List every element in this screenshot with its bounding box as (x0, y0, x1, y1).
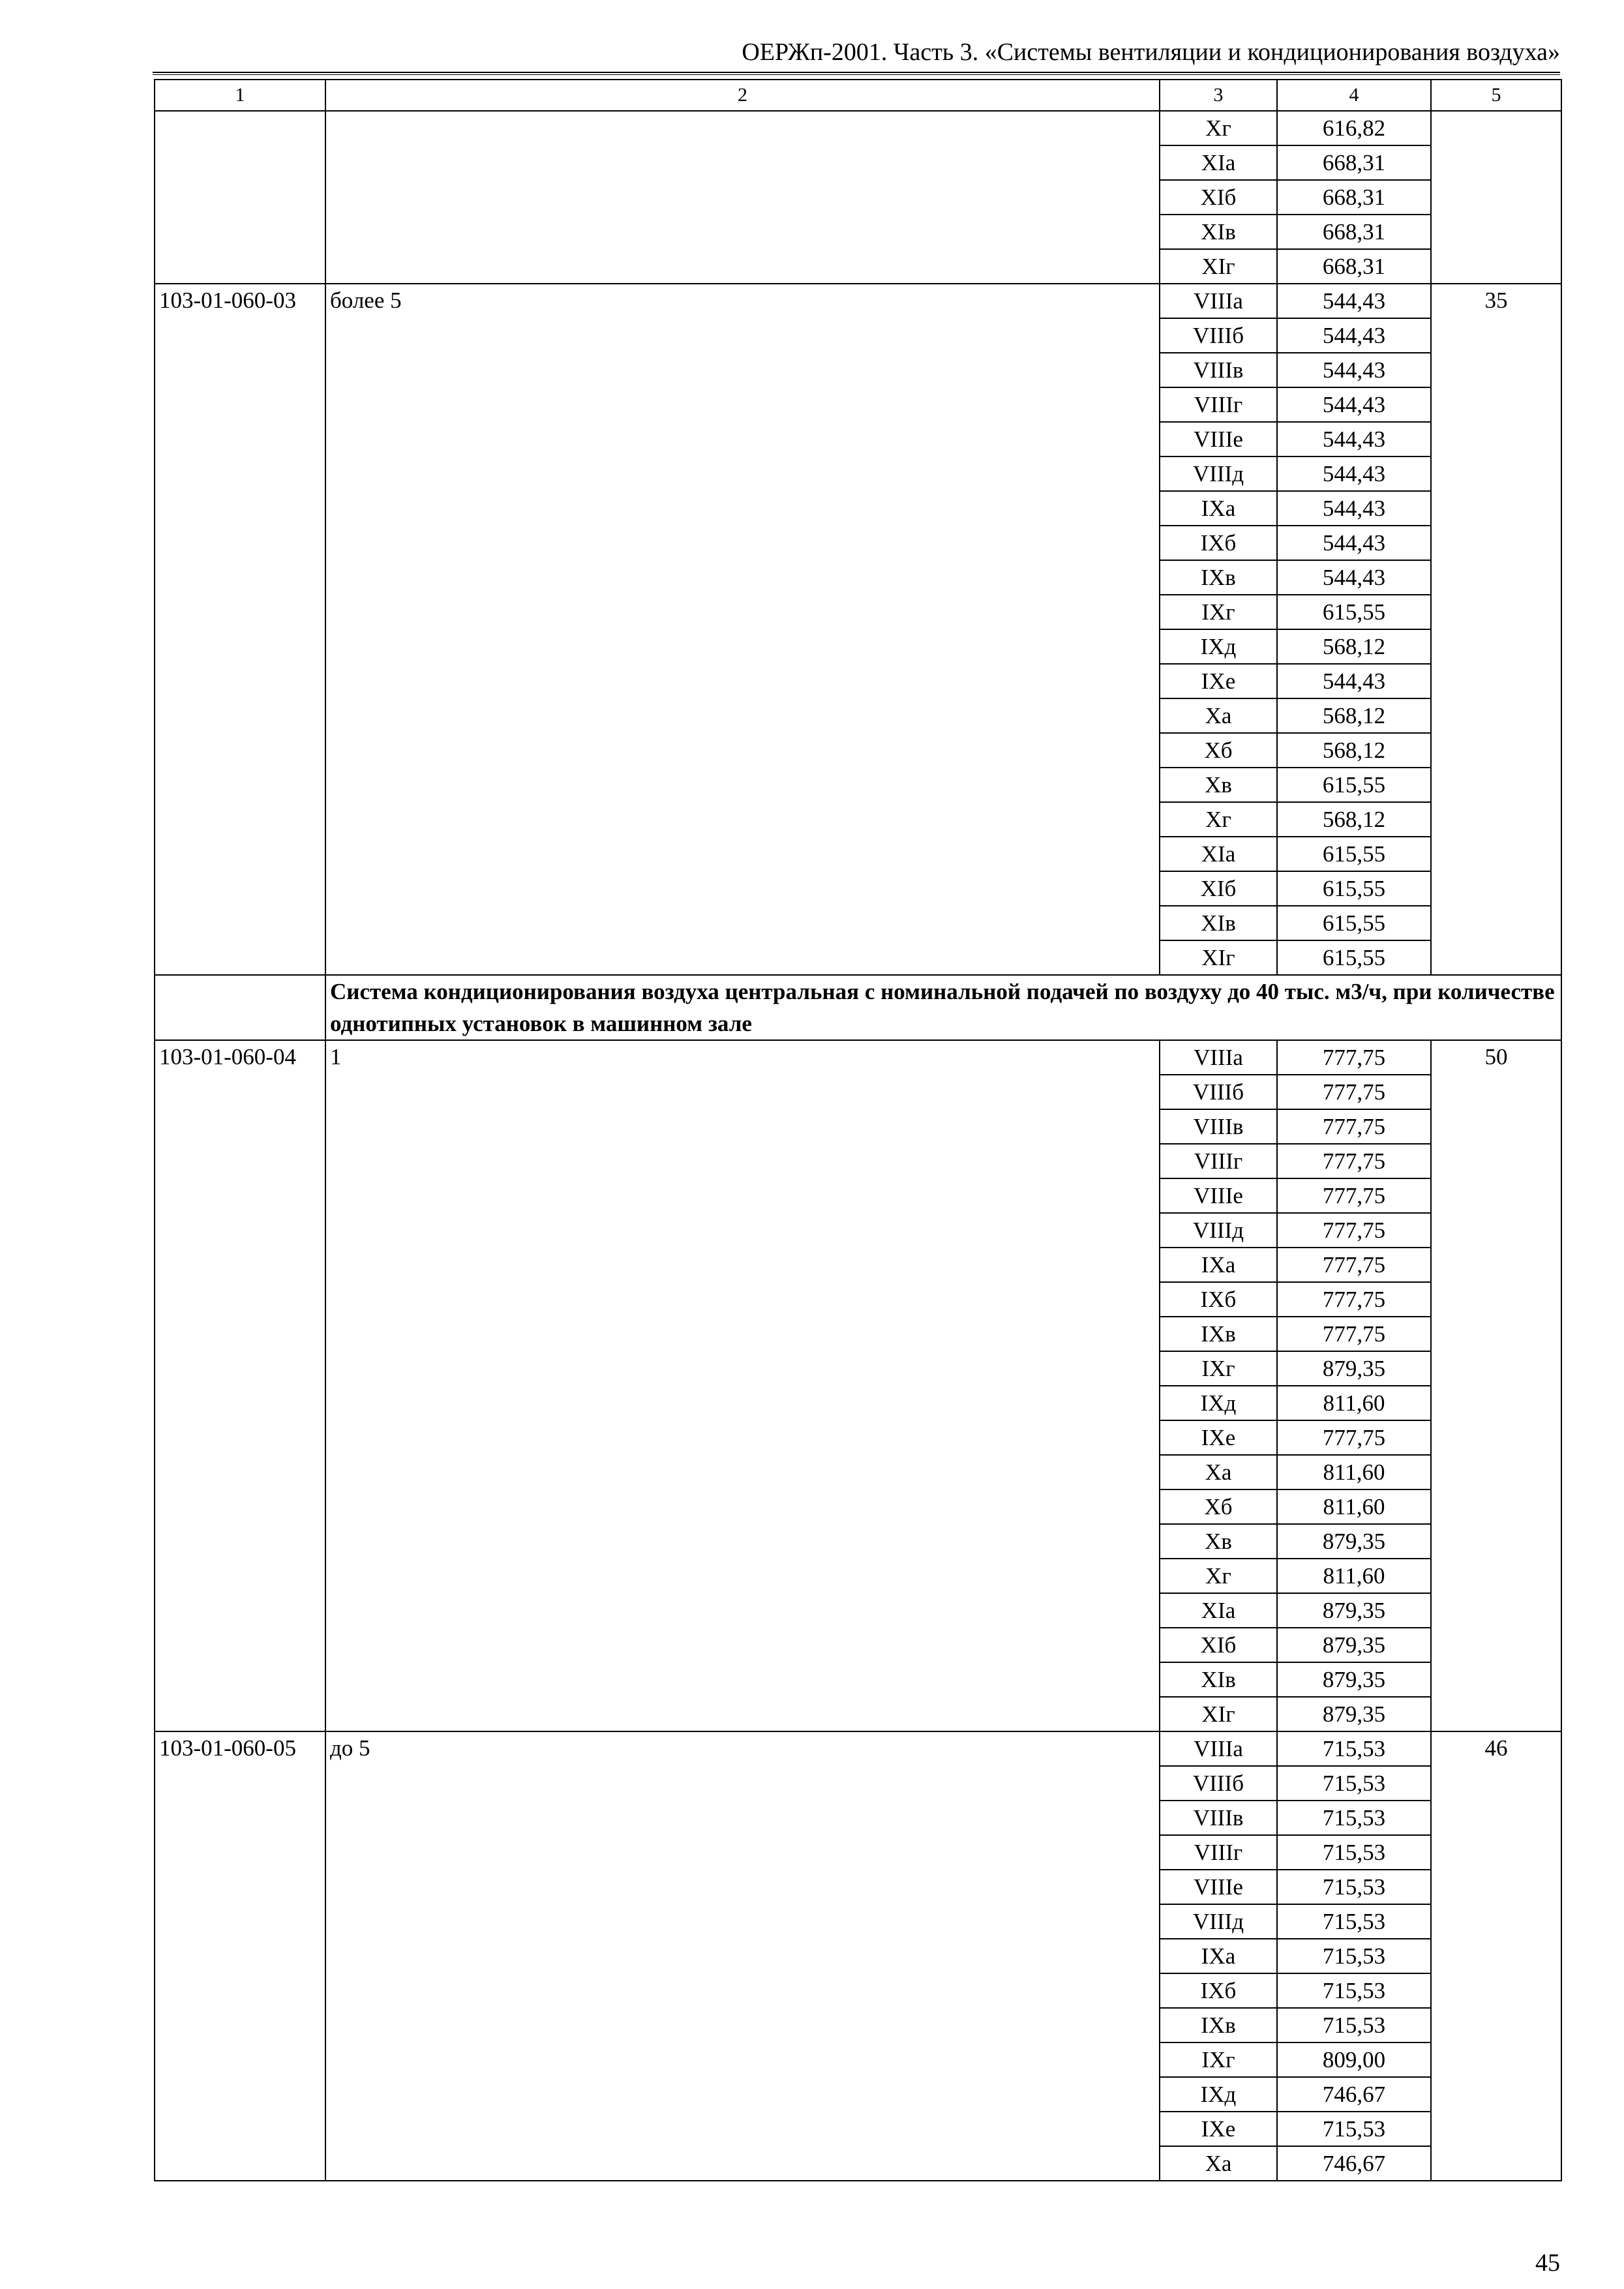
zone-cell: VIIIб (1160, 1075, 1277, 1109)
value-cell: 811,60 (1277, 1489, 1431, 1524)
value-cell: 615,55 (1277, 906, 1431, 940)
column-number: 2 (325, 80, 1160, 111)
value-cell: 615,55 (1277, 837, 1431, 871)
table-row (155, 284, 1561, 318)
value-cell: 811,60 (1277, 1559, 1431, 1593)
value-cell: 777,75 (1277, 1317, 1431, 1351)
value-cell: 544,43 (1277, 664, 1431, 698)
column-number: 1 (155, 80, 325, 111)
value-cell: 715,53 (1277, 1766, 1431, 1801)
zone-cell: IXв (1160, 1317, 1277, 1351)
zone-cell: XIг (1160, 1697, 1277, 1731)
value-cell: 615,55 (1277, 940, 1431, 975)
value-cell: 544,43 (1277, 422, 1431, 456)
column-number-row (155, 80, 1561, 111)
zone-cell: IXг (1160, 2042, 1277, 2077)
zone-cell: VIIIд (1160, 1904, 1277, 1939)
value-cell: 715,53 (1277, 1870, 1431, 1904)
zone-cell: XIб (1160, 180, 1277, 215)
zone-cell: IXб (1160, 526, 1277, 560)
zone-cell: VIIIд (1160, 1213, 1277, 1248)
rate-code: 103-01-060-04 (155, 1040, 325, 1731)
zone-cell: IXа (1160, 491, 1277, 526)
zone-cell: Xа (1160, 2146, 1277, 2181)
value-cell: 715,53 (1277, 1939, 1431, 1973)
value-cell: 715,53 (1277, 1835, 1431, 1870)
value-cell: 715,53 (1277, 1904, 1431, 1939)
value-cell: 544,43 (1277, 387, 1431, 422)
zone-cell: VIIIе (1160, 1870, 1277, 1904)
zone-cell: VIIIб (1160, 318, 1277, 353)
value-cell: 568,12 (1277, 629, 1431, 664)
value-cell: 879,35 (1277, 1697, 1431, 1731)
value-cell: 777,75 (1277, 1420, 1431, 1455)
value-cell: 879,35 (1277, 1524, 1431, 1559)
column-number: 3 (1160, 80, 1277, 111)
value-cell: 615,55 (1277, 768, 1431, 802)
value-cell: 777,75 (1277, 1075, 1431, 1109)
zone-cell: IXд (1160, 629, 1277, 664)
zone-cell: VIIIг (1160, 1144, 1277, 1178)
rate-code: 103-01-060-03 (155, 284, 325, 975)
rate-description: 1 (325, 1040, 1160, 1731)
zone-cell: IXб (1160, 1282, 1277, 1317)
value-cell: 544,43 (1277, 318, 1431, 353)
value-cell: 809,00 (1277, 2042, 1431, 2077)
rate-description: до 5 (325, 1731, 1160, 2181)
value-cell: 544,43 (1277, 456, 1431, 491)
value-cell: 668,31 (1277, 145, 1431, 180)
value-cell: 715,53 (1277, 1973, 1431, 2008)
zone-cell: IXд (1160, 2077, 1277, 2112)
zone-cell: XIг (1160, 940, 1277, 975)
zone-cell: IXв (1160, 2008, 1277, 2042)
zone-cell: VIIIг (1160, 387, 1277, 422)
value-cell: 879,35 (1277, 1628, 1431, 1662)
zone-cell: VIIIе (1160, 1178, 1277, 1213)
zone-cell: IXг (1160, 1351, 1277, 1386)
zone-cell: IXа (1160, 1939, 1277, 1973)
labor-cell: 50 (1431, 1040, 1561, 1731)
zone-cell: Xг (1160, 802, 1277, 837)
zone-cell: VIIIа (1160, 284, 1277, 318)
zone-cell: IXа (1160, 1248, 1277, 1282)
value-cell: 568,12 (1277, 733, 1431, 768)
zone-cell: Xв (1160, 1524, 1277, 1559)
value-cell: 777,75 (1277, 1040, 1431, 1075)
value-cell: 668,31 (1277, 215, 1431, 249)
rates-table (154, 79, 1562, 2181)
zone-cell: XIб (1160, 1628, 1277, 1662)
value-cell: 544,43 (1277, 526, 1431, 560)
running-header: ОЕРЖп-2001. Часть 3. «Системы вентиляции и кондиционирования воздуха» (742, 38, 1560, 66)
zone-cell: VIIIе (1160, 422, 1277, 456)
zone-cell: XIв (1160, 906, 1277, 940)
value-cell: 811,60 (1277, 1455, 1431, 1489)
value-cell: 715,53 (1277, 1801, 1431, 1835)
column-number: 5 (1431, 80, 1561, 111)
table-row (155, 1040, 1561, 1075)
rate-description (325, 111, 1160, 284)
value-cell: 777,75 (1277, 1178, 1431, 1213)
value-cell: 715,53 (1277, 2112, 1431, 2146)
zone-cell: IXе (1160, 664, 1277, 698)
value-cell: 544,43 (1277, 560, 1431, 595)
value-cell: 544,43 (1277, 353, 1431, 387)
value-cell: 879,35 (1277, 1593, 1431, 1628)
value-cell: 746,67 (1277, 2077, 1431, 2112)
zone-cell: XIб (1160, 871, 1277, 906)
table-row (155, 1731, 1561, 1766)
value-cell: 777,75 (1277, 1109, 1431, 1144)
value-cell: 544,43 (1277, 284, 1431, 318)
zone-cell: VIIIв (1160, 353, 1277, 387)
value-cell: 879,35 (1277, 1351, 1431, 1386)
rate-code: 103-01-060-05 (155, 1731, 325, 2181)
zone-cell: VIIIв (1160, 1801, 1277, 1835)
value-cell: 544,43 (1277, 491, 1431, 526)
zone-cell: Xб (1160, 733, 1277, 768)
zone-cell: IXв (1160, 560, 1277, 595)
zone-cell: XIв (1160, 215, 1277, 249)
zone-cell: IXд (1160, 1386, 1277, 1420)
zone-cell: VIIIа (1160, 1040, 1277, 1075)
zone-cell: Xв (1160, 768, 1277, 802)
value-cell: 668,31 (1277, 180, 1431, 215)
table-row (155, 111, 1561, 145)
value-cell: 615,55 (1277, 595, 1431, 629)
section-heading-row (155, 975, 1561, 1040)
zone-cell: VIIIд (1160, 456, 1277, 491)
zone-cell: XIа (1160, 1593, 1277, 1628)
zone-cell: XIв (1160, 1662, 1277, 1697)
zone-cell: VIIIв (1160, 1109, 1277, 1144)
section-code-cell (155, 975, 325, 1040)
value-cell: 879,35 (1277, 1662, 1431, 1697)
zone-cell: Xа (1160, 1455, 1277, 1489)
labor-cell: 46 (1431, 1731, 1561, 2181)
value-cell: 715,53 (1277, 2008, 1431, 2042)
value-cell: 616,82 (1277, 111, 1431, 145)
section-title: Система кондиционирования воздуха центральная с номинальной подачей по воздуху до 40 тыс. м3/ч, при количестве однотипных установок в машинном зале (325, 975, 1561, 1040)
zone-cell: XIа (1160, 837, 1277, 871)
zone-cell: VIIIб (1160, 1766, 1277, 1801)
value-cell: 746,67 (1277, 2146, 1431, 2181)
zone-cell: Xг (1160, 1559, 1277, 1593)
rate-description: более 5 (325, 284, 1160, 975)
rates-table-body (155, 80, 1561, 2181)
value-cell: 668,31 (1277, 249, 1431, 284)
rate-code (155, 111, 325, 284)
zone-cell: IXе (1160, 2112, 1277, 2146)
value-cell: 615,55 (1277, 871, 1431, 906)
value-cell: 777,75 (1277, 1213, 1431, 1248)
value-cell: 715,53 (1277, 1731, 1431, 1766)
value-cell: 568,12 (1277, 802, 1431, 837)
value-cell: 777,75 (1277, 1282, 1431, 1317)
zone-cell: VIIIг (1160, 1835, 1277, 1870)
zone-cell: XIа (1160, 145, 1277, 180)
value-cell: 811,60 (1277, 1386, 1431, 1420)
value-cell: 777,75 (1277, 1144, 1431, 1178)
zone-cell: IXг (1160, 595, 1277, 629)
value-cell: 777,75 (1277, 1248, 1431, 1282)
zone-cell: Xг (1160, 111, 1277, 145)
header-rule (153, 72, 1560, 75)
zone-cell: XIг (1160, 249, 1277, 284)
value-cell: 568,12 (1277, 698, 1431, 733)
labor-cell: 35 (1431, 284, 1561, 975)
zone-cell: Xа (1160, 698, 1277, 733)
zone-cell: IXб (1160, 1973, 1277, 2008)
column-number: 4 (1277, 80, 1431, 111)
zone-cell: IXе (1160, 1420, 1277, 1455)
page-number: 45 (1535, 2249, 1560, 2277)
labor-cell (1431, 111, 1561, 284)
zone-cell: VIIIа (1160, 1731, 1277, 1766)
zone-cell: Xб (1160, 1489, 1277, 1524)
